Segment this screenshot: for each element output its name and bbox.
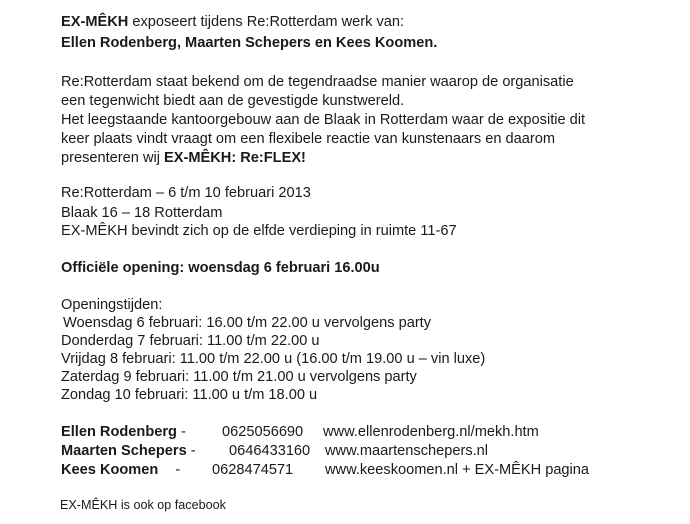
contact-name: Maarten Schepers [61,443,187,459]
event-dates: Re:Rotterdam – 6 t/m 10 februari 2013 [61,185,311,201]
contact-separator: - [186,443,196,459]
description-last-prefix: presenteren wij [61,150,165,166]
intro-line [61,13,404,31]
hours-friday: Vrijdag 8 februari: 11.00 t/m 22.00 u (16.00 t/m 19.00 u – vin luxe) [61,351,486,367]
contact-website: www.maartenschepers.nl [325,443,489,459]
contact-row [61,461,180,479]
contact-row [61,423,186,441]
description-line-1: Re:Rotterdam staat bekend om de tegendraadse manier waarop de organisatie [61,74,574,90]
contact-separator: - [171,462,181,478]
contact-phone: 0628474571 [212,462,294,478]
event-address: Blaak 16 – 18 Rotterdam [61,205,223,221]
contact-phone: 0625056690 [222,424,304,440]
event-location: EX-MÊKH bevindt zich op de elfde verdieping in ruimte 11-67 [61,223,457,239]
contact-name: Ellen Rodenberg [61,424,177,440]
official-opening: Officiële opening: woensdag 6 februari 16.00u [61,260,380,276]
footer-note: EX-MÊKH is ook op facebook [60,498,226,512]
intro-brand: EX-MÊKH [61,14,129,30]
description-line-5 [61,149,306,167]
hours-sunday: Zondag 10 februari: 11.00 u t/m 18.00 u [61,387,318,403]
exhibition-title: EX-MÊKH: Re:FLEX! [164,150,306,166]
intro-text: exposeert tijdens Re:Rotterdam werk van: [128,14,405,30]
contact-name: Kees Koomen [61,462,159,478]
hours-thursday: Donderdag 7 februari: 11.00 t/m 22.00 u [61,333,320,349]
contact-website: www.keeskoomen.nl + EX-MÊKH pagina [325,462,590,478]
description-line-2: een tegenwicht biedt aan de gevestigde kunstwereld. [61,93,405,109]
contact-phone: 0646433160 [229,443,311,459]
hours-saturday: Zaterdag 9 februari: 11.00 t/m 21.00 u vervolgens party [61,369,417,385]
hours-wednesday: Woensdag 6 februari: 16.00 t/m 22.00 u vervolgens party [63,315,432,331]
description-line-3: Het leegstaande kantoorgebouw aan de Blaak in Rotterdam waar de expositie dit [61,112,586,128]
artists-line: Ellen Rodenberg, Maarten Schepers en Kees Koomen. [61,35,438,51]
contact-row [61,442,196,460]
hours-title: Openingstijden: [61,297,163,313]
description-line-4: keer plaats vindt vraagt om een flexibele reactie van kunstenaars en daarom [61,131,556,147]
contact-website: www.ellenrodenberg.nl/mekh.htm [323,424,539,440]
contact-separator: - [176,424,186,440]
